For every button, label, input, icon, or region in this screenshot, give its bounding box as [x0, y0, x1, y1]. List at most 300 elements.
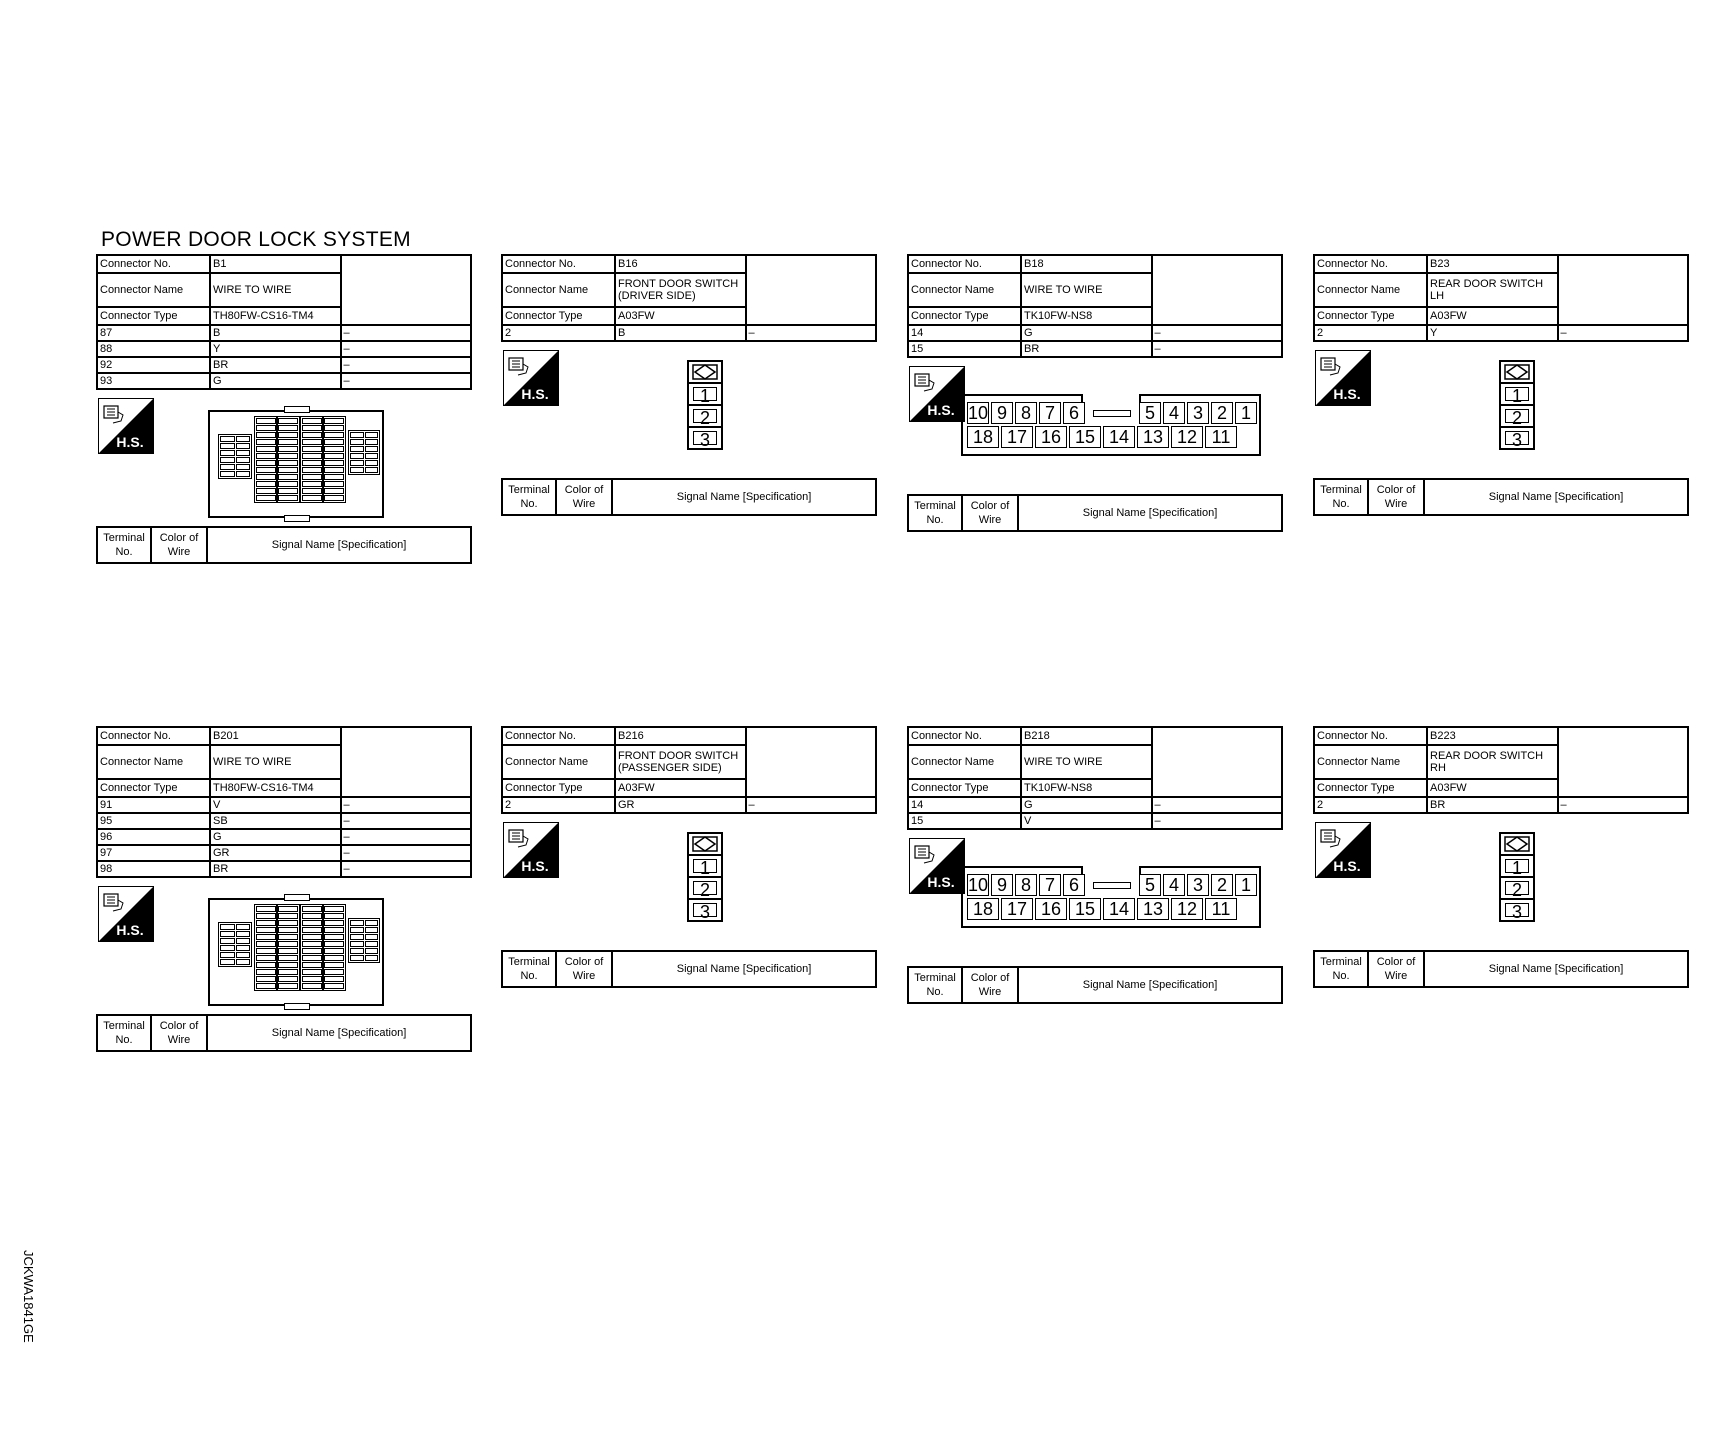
connector-3pin-face — [1499, 832, 1535, 922]
pin-block — [218, 434, 252, 479]
pin-number: 9 — [991, 874, 1013, 896]
table-row — [502, 325, 876, 341]
pin-cavity — [278, 948, 298, 954]
connector-name-label: Connector Name — [502, 745, 615, 779]
signal-name-cell: – — [1558, 797, 1689, 813]
connector-no-value: B1 — [210, 255, 341, 273]
table-row — [97, 797, 471, 813]
pin-number: 2 — [1211, 402, 1233, 424]
connector-notch — [1081, 866, 1141, 874]
terminal-no-cell: 15 — [908, 341, 1021, 357]
pin-cavity — [350, 446, 364, 452]
pin-cavity — [324, 453, 344, 459]
pin-cavity — [236, 471, 251, 477]
pin-cavity — [324, 481, 344, 487]
drawing-code: JCKWA1841GE — [21, 1250, 36, 1343]
pin-number: 11 — [1205, 898, 1237, 920]
pin-cavity — [365, 927, 379, 933]
pin-cavity — [278, 955, 298, 961]
terminal-no-cell: 14 — [908, 797, 1021, 813]
pin-cavity — [278, 439, 298, 445]
pin-number: 15 — [1069, 898, 1101, 920]
connector-type-value: A03FW — [1427, 779, 1558, 797]
pin-number: 3 — [1505, 903, 1529, 917]
connector-80pin-face — [208, 410, 384, 518]
connector-type-value: A03FW — [615, 779, 746, 797]
pin-cavity — [236, 938, 251, 944]
connector-name-value: REAR DOOR SWITCH LH — [1427, 273, 1558, 307]
connector-3pin-face — [1499, 360, 1535, 450]
pin-cavity — [365, 453, 379, 459]
pin-cavity — [220, 931, 235, 937]
connector-info-table — [907, 254, 1283, 358]
pin-cavity — [278, 432, 298, 438]
pin-number: 4 — [1163, 874, 1185, 896]
pin-cavity — [220, 952, 235, 958]
terminal-no-cell: 96 — [97, 829, 210, 845]
pin-cavity — [350, 955, 364, 961]
terminal-no-header: Terminal No. — [97, 527, 151, 563]
connector-diagram — [501, 342, 877, 478]
color-of-wire-header: Color of Wire — [151, 1015, 207, 1051]
terminal-no-cell: 95 — [97, 813, 210, 829]
pin-cavity — [256, 920, 276, 926]
pin-cavity — [220, 443, 235, 449]
pin-cavity — [365, 920, 379, 926]
terminal-no-cell: 14 — [908, 325, 1021, 341]
pin-cavity — [324, 474, 344, 480]
color-of-wire-header: Color of Wire — [556, 951, 612, 987]
pin-cavity — [324, 927, 344, 933]
wire-color-cell: B — [615, 325, 746, 341]
pin-number: 1 — [1505, 387, 1529, 401]
connector-info-table — [501, 254, 877, 342]
connector-type-label: Connector Type — [908, 779, 1021, 797]
pin-cavity — [302, 969, 322, 975]
pin-number: 1 — [1505, 859, 1529, 873]
connector-latch — [284, 894, 310, 901]
pin-number: 5 — [1139, 874, 1161, 896]
connector-no-value: B23 — [1427, 255, 1558, 273]
pin-cavity — [236, 464, 251, 470]
connector-type-label: Connector Type — [502, 307, 615, 325]
pin-cavity — [256, 934, 276, 940]
connector-type-label: Connector Type — [97, 779, 210, 797]
pin-cavity — [256, 432, 276, 438]
signal-name-cell: – — [341, 357, 472, 373]
pin-cavity — [324, 976, 344, 982]
pin-cavity — [278, 976, 298, 982]
pin-cavity — [302, 920, 322, 926]
connector-no-label: Connector No. — [1314, 727, 1427, 745]
pin-cavity — [302, 941, 322, 947]
signal-name-cell: – — [341, 861, 472, 877]
pin-cavity — [350, 927, 364, 933]
table-row — [908, 341, 1282, 357]
pin-number: 3 — [693, 431, 717, 445]
pin-cavity — [220, 457, 235, 463]
pin-cavity — [256, 983, 276, 989]
connector-name-label: Connector Name — [1314, 745, 1427, 779]
hs-label: H.S. — [927, 402, 955, 418]
pin-cell — [1499, 854, 1535, 878]
pin-cavity — [302, 495, 322, 501]
harness-side-icon — [909, 838, 965, 894]
signal-name-cell: – — [1152, 325, 1283, 341]
connector-info-table — [1313, 254, 1689, 342]
pin-cavity — [236, 924, 251, 930]
hs-label: H.S. — [927, 874, 955, 890]
pin-cavity — [220, 464, 235, 470]
pin-cell — [1499, 382, 1535, 406]
hs-label: H.S. — [521, 386, 549, 402]
connector-latch — [284, 515, 310, 522]
connector-name-label: Connector Name — [908, 273, 1021, 307]
pin-cavity — [302, 962, 322, 968]
pin-cavity — [278, 983, 298, 989]
pin-cavity — [302, 418, 322, 424]
wire-color-cell: BR — [1427, 797, 1558, 813]
lock-slot — [1087, 874, 1137, 896]
signal-name-header: Signal Name [Specification] — [1424, 951, 1688, 987]
connector-type-value: TK10FW-NS8 — [1021, 307, 1152, 325]
harness-side-icon — [1315, 350, 1371, 406]
connector-name-value: FRONT DOOR SWITCH (PASSENGER SIDE) — [615, 745, 746, 779]
pin-number: 5 — [1139, 402, 1161, 424]
wire-color-cell: BR — [210, 357, 341, 373]
pin-number: 10 — [968, 875, 989, 895]
pin-cavity — [302, 955, 322, 961]
connector-key-icon — [1499, 832, 1535, 856]
terminal-no-cell: 91 — [97, 797, 210, 813]
pin-cavity — [256, 460, 276, 466]
pin-block — [300, 416, 324, 503]
table-row — [1314, 797, 1688, 813]
pin-number: 12 — [1171, 426, 1203, 448]
pin-cavity — [256, 467, 276, 473]
connector-key-icon — [1499, 360, 1535, 384]
signal-name-cell: – — [746, 325, 877, 341]
terminal-no-cell: 93 — [97, 373, 210, 389]
wire-color-cell: B — [210, 325, 341, 341]
pin-cavity — [278, 927, 298, 933]
pin-cavity — [236, 945, 251, 951]
pin-cavity — [324, 962, 344, 968]
connector-18pin-face — [961, 394, 1261, 456]
connector-type-value: TK10FW-NS8 — [1021, 779, 1152, 797]
pin-number: 2 — [1505, 881, 1529, 895]
table-row — [97, 373, 471, 389]
signal-name-cell: – — [341, 845, 472, 861]
harness-side-icon — [1315, 822, 1371, 878]
pin-number: 2 — [1211, 874, 1233, 896]
connector-no-value: B223 — [1427, 727, 1558, 745]
pin-number: 14 — [1103, 898, 1135, 920]
terminal-table — [907, 966, 1283, 1004]
pin-number: 16 — [1035, 898, 1067, 920]
terminal-no-cell: 2 — [502, 797, 615, 813]
pin-number: 17 — [1001, 898, 1033, 920]
connector-panel — [1313, 254, 1689, 516]
connector-name-label: Connector Name — [1314, 273, 1427, 307]
connector-type-label: Connector Type — [1314, 779, 1427, 797]
pin-cavity — [365, 446, 379, 452]
terminal-table — [96, 1014, 472, 1052]
pin-cell — [687, 876, 723, 900]
signal-name-header: Signal Name [Specification] — [1424, 479, 1688, 515]
pin-cell — [1499, 426, 1535, 450]
wire-color-cell: BR — [210, 861, 341, 877]
pin-cavity — [278, 920, 298, 926]
pin-cavity — [302, 460, 322, 466]
connector-key-icon — [687, 360, 723, 384]
wire-color-cell: G — [210, 373, 341, 389]
color-of-wire-header: Color of Wire — [1368, 951, 1424, 987]
connector-diagram — [1313, 814, 1689, 950]
connector-diagram — [501, 814, 877, 950]
pin-block — [300, 904, 324, 991]
pin-cavity — [256, 453, 276, 459]
signal-name-header: Signal Name [Specification] — [1018, 495, 1282, 531]
connector-info-table — [1313, 726, 1689, 814]
wire-color-cell: SB — [210, 813, 341, 829]
wire-color-cell: BR — [1021, 341, 1152, 357]
connector-type-label: Connector Type — [908, 307, 1021, 325]
terminal-no-cell: 87 — [97, 325, 210, 341]
wire-color-cell: Y — [1427, 325, 1558, 341]
pin-cavity — [256, 488, 276, 494]
connector-type-value: A03FW — [1427, 307, 1558, 325]
pin-cavity — [278, 474, 298, 480]
wire-color-cell: Y — [210, 341, 341, 357]
pin-cavity — [324, 934, 344, 940]
table-row — [97, 341, 471, 357]
terminal-table — [1313, 478, 1689, 516]
pin-cavity — [302, 927, 322, 933]
signal-name-cell: – — [341, 325, 472, 341]
pin-cavity — [302, 906, 322, 912]
pin-cavity — [365, 948, 379, 954]
pin-number: 1 — [1235, 874, 1257, 896]
connector-panel — [96, 254, 472, 564]
pin-cavity — [236, 931, 251, 937]
pin-number: 7 — [1039, 402, 1061, 424]
pin-cavity — [236, 443, 251, 449]
connector-type-value: TH80FW-CS16-TM4 — [210, 307, 341, 325]
pin-cavity — [302, 913, 322, 919]
table-row — [908, 813, 1282, 829]
pin-cavity — [302, 425, 322, 431]
pin-cavity — [256, 941, 276, 947]
lock-slot — [1087, 402, 1137, 424]
pin-number: 1 — [693, 387, 717, 401]
connector-type-label: Connector Type — [97, 307, 210, 325]
pin-cavity — [236, 952, 251, 958]
pin-cavity — [256, 955, 276, 961]
connector-diagram — [96, 390, 472, 526]
terminal-table — [1313, 950, 1689, 988]
pin-cavity — [324, 955, 344, 961]
pin-cavity — [220, 959, 235, 965]
connector-3pin-face — [687, 832, 723, 922]
terminal-no-cell: 2 — [502, 325, 615, 341]
connector-no-label: Connector No. — [97, 727, 210, 745]
pin-cell — [687, 426, 723, 450]
connector-type-label: Connector Type — [502, 779, 615, 797]
table-row — [1314, 325, 1688, 341]
pin-cell — [687, 898, 723, 922]
connector-panel — [501, 254, 877, 516]
pin-cavity — [324, 446, 344, 452]
pin-cavity — [365, 439, 379, 445]
signal-name-cell: – — [341, 829, 472, 845]
pin-block — [322, 416, 346, 503]
connector-type-value: TH80FW-CS16-TM4 — [210, 779, 341, 797]
pin-number: 2 — [1505, 409, 1529, 423]
wire-color-cell: GR — [210, 845, 341, 861]
table-row — [97, 845, 471, 861]
pin-cavity — [350, 941, 364, 947]
pin-cavity — [256, 425, 276, 431]
signal-name-header: Signal Name [Specification] — [612, 951, 876, 987]
pin-cavity — [324, 495, 344, 501]
pin-cavity — [256, 446, 276, 452]
pin-cavity — [302, 474, 322, 480]
pin-number: 11 — [1205, 426, 1237, 448]
pin-number: 2 — [693, 409, 717, 423]
terminal-no-cell: 97 — [97, 845, 210, 861]
connector-type-value: A03FW — [615, 307, 746, 325]
pin-number: 6 — [1063, 402, 1085, 424]
pin-cavity — [302, 948, 322, 954]
pin-number: 14 — [1103, 426, 1135, 448]
pin-cell — [687, 854, 723, 878]
connector-panel — [907, 726, 1283, 1004]
connector-info-table — [96, 726, 472, 878]
terminal-table — [501, 950, 877, 988]
pin-cavity — [236, 959, 251, 965]
pin-cavity — [256, 969, 276, 975]
pin-cavity — [302, 467, 322, 473]
terminal-no-header: Terminal No. — [908, 967, 962, 1003]
pin-cavity — [220, 938, 235, 944]
pin-cavity — [324, 418, 344, 424]
pin-block — [276, 904, 300, 991]
pin-block — [348, 430, 380, 475]
pin-block — [254, 416, 278, 503]
pin-number: 12 — [1171, 898, 1203, 920]
pin-cavity — [278, 941, 298, 947]
pin-cavity — [256, 474, 276, 480]
connector-name-value: WIRE TO WIRE — [1021, 273, 1152, 307]
signal-name-cell: – — [341, 341, 472, 357]
pin-cavity — [350, 467, 364, 473]
connector-name-value: FRONT DOOR SWITCH (DRIVER SIDE) — [615, 273, 746, 307]
pin-cavity — [278, 906, 298, 912]
pin-number: 7 — [1039, 874, 1061, 896]
terminal-no-cell: 98 — [97, 861, 210, 877]
pin-number: 17 — [1001, 426, 1033, 448]
pin-cavity — [236, 436, 251, 442]
connector-no-value: B18 — [1021, 255, 1152, 273]
pin-cavity — [278, 481, 298, 487]
pin-number: 4 — [1163, 402, 1185, 424]
table-row — [97, 325, 471, 341]
connector-diagram — [907, 830, 1283, 966]
pin-cavity — [256, 495, 276, 501]
table-row — [502, 797, 876, 813]
connector-key-icon — [687, 832, 723, 856]
pin-cell — [1499, 404, 1535, 428]
hs-label: H.S. — [521, 858, 549, 874]
pin-cavity — [302, 446, 322, 452]
connector-panel — [1313, 726, 1689, 988]
connector-info-table — [907, 726, 1283, 830]
pin-cavity — [278, 934, 298, 940]
pin-cavity — [220, 436, 235, 442]
terminal-table — [96, 526, 472, 564]
signal-name-cell: – — [341, 373, 472, 389]
pin-block — [218, 922, 252, 967]
pin-cavity — [350, 439, 364, 445]
terminal-no-header: Terminal No. — [502, 479, 556, 515]
pin-cavity — [350, 920, 364, 926]
connector-info-table — [501, 726, 877, 814]
table-row — [97, 861, 471, 877]
pin-cavity — [256, 906, 276, 912]
color-of-wire-header: Color of Wire — [556, 479, 612, 515]
wire-color-cell: V — [210, 797, 341, 813]
pin-cavity — [365, 467, 379, 473]
pin-number: 3 — [1187, 402, 1209, 424]
pin-cavity — [324, 948, 344, 954]
pin-cavity — [278, 460, 298, 466]
hs-label: H.S. — [1333, 386, 1361, 402]
pin-cavity — [324, 920, 344, 926]
color-of-wire-header: Color of Wire — [151, 527, 207, 563]
connector-latch — [284, 1003, 310, 1010]
table-row — [97, 357, 471, 373]
signal-name-cell: – — [1152, 813, 1283, 829]
signal-name-header: Signal Name [Specification] — [207, 527, 471, 563]
harness-side-icon — [909, 366, 965, 422]
color-of-wire-header: Color of Wire — [962, 967, 1018, 1003]
hs-label: H.S. — [116, 434, 144, 450]
wire-color-cell: G — [1021, 325, 1152, 341]
pin-cavity — [302, 432, 322, 438]
connector-no-value: B16 — [615, 255, 746, 273]
connector-diagram — [1313, 342, 1689, 478]
pin-cavity — [302, 934, 322, 940]
connector-no-label: Connector No. — [502, 255, 615, 273]
connector-type-label: Connector Type — [1314, 307, 1427, 325]
pin-number: 2 — [693, 881, 717, 895]
connector-diagram — [96, 878, 472, 1014]
pin-cavity — [256, 927, 276, 933]
pin-cavity — [256, 976, 276, 982]
connector-name-value: WIRE TO WIRE — [210, 745, 341, 779]
pin-number: 15 — [1069, 426, 1101, 448]
pin-block — [254, 904, 278, 991]
pin-cavity — [324, 913, 344, 919]
pin-cavity — [220, 924, 235, 930]
signal-name-cell: – — [341, 797, 472, 813]
pin-cavity — [278, 913, 298, 919]
pin-cell — [1499, 898, 1535, 922]
pin-number: 3 — [1187, 874, 1209, 896]
wire-color-cell: G — [1021, 797, 1152, 813]
pin-cavity — [302, 439, 322, 445]
